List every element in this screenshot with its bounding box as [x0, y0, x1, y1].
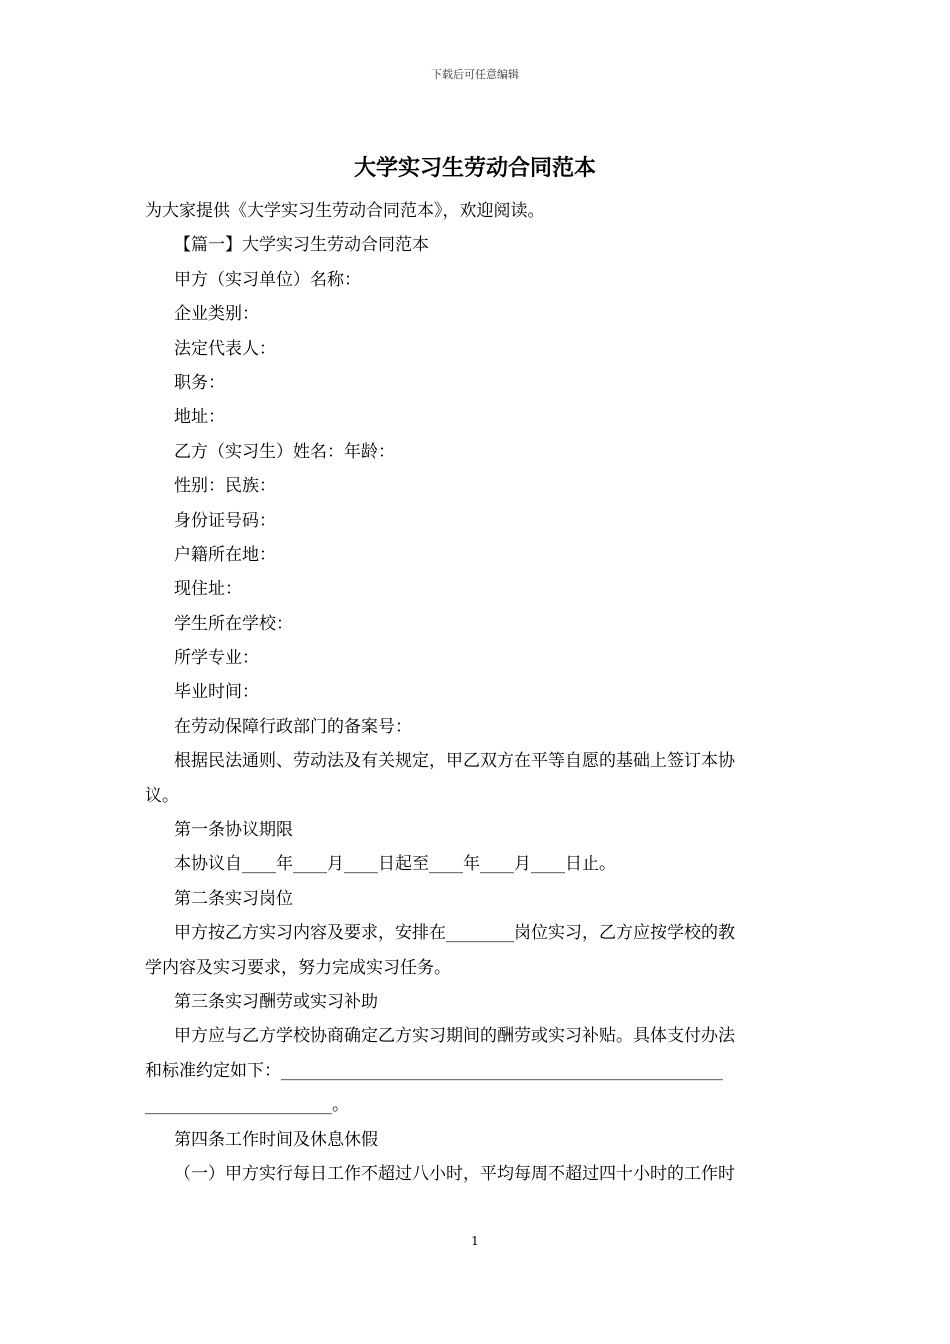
- field-address: 地址：: [174, 407, 225, 428]
- article-heading: 第二条实习岗位: [174, 888, 293, 909]
- field-filing-number: 在劳动保障行政部门的备案号：: [174, 716, 412, 737]
- field-position: 职务：: [174, 372, 225, 393]
- paragraph-line: 甲方应与乙方学校协商确定乙方实习期间的酬劳或实习补贴。具体支付办法: [174, 1026, 735, 1047]
- paragraph-line: ______________________。: [145, 1095, 349, 1116]
- intro-line: 为大家提供《大学实习生劳动合同范本》，欢迎阅读。: [145, 201, 545, 221]
- paragraph-line: 和标准约定如下：____________________________________________________: [145, 1060, 723, 1081]
- field-household-registration: 户籍所在地：: [174, 544, 276, 565]
- field-enterprise-type: 企业类别：: [174, 304, 259, 325]
- field-major: 所学专业：: [174, 648, 259, 669]
- paragraph-line: 根据民法通则、劳动法及有关规定，甲乙双方在平等自愿的基础上签订本协: [174, 751, 735, 772]
- field-id-number: 身份证号码：: [174, 510, 276, 531]
- field-party-a-name: 甲方（实习单位）名称：: [174, 269, 361, 290]
- article-heading: 第一条协议期限: [174, 820, 293, 841]
- article-heading: 第四条工作时间及休息休假: [174, 1129, 378, 1150]
- document-title: 大学实习生劳动合同范本: [353, 155, 596, 181]
- document-body: [145, 194, 807, 1191]
- header-note: 下载后可任意编辑: [431, 68, 519, 81]
- paragraph-line: 本协议自____年____月____日起至____年____月____日止。: [174, 854, 616, 875]
- article-heading: 第三条实习酬劳或实习补助: [174, 991, 378, 1012]
- paragraph-line: 议。: [145, 785, 179, 806]
- field-graduation-time: 毕业时间：: [174, 682, 259, 703]
- paragraph-line: 甲方按乙方实习内容及要求，安排在________岗位实习，乙方应按学校的教: [174, 923, 735, 944]
- page-number: 1: [471, 1234, 479, 1248]
- field-school: 学生所在学校：: [174, 613, 293, 634]
- section-heading: 【篇一】大学实习生劳动合同范本: [174, 235, 429, 256]
- paragraph-line: 学内容及实习要求，努力完成实习任务。: [145, 957, 451, 978]
- field-legal-representative: 法定代表人：: [174, 338, 276, 359]
- paragraph-line: （一）甲方实行每日工作不超过八小时，平均每周不超过四十小时的工作时: [174, 1163, 735, 1184]
- field-current-address: 现住址：: [174, 579, 242, 600]
- field-gender-ethnicity: 性别：民族：: [174, 476, 276, 497]
- field-party-b-name-age: 乙方（实习生）姓名：年龄：: [174, 441, 395, 462]
